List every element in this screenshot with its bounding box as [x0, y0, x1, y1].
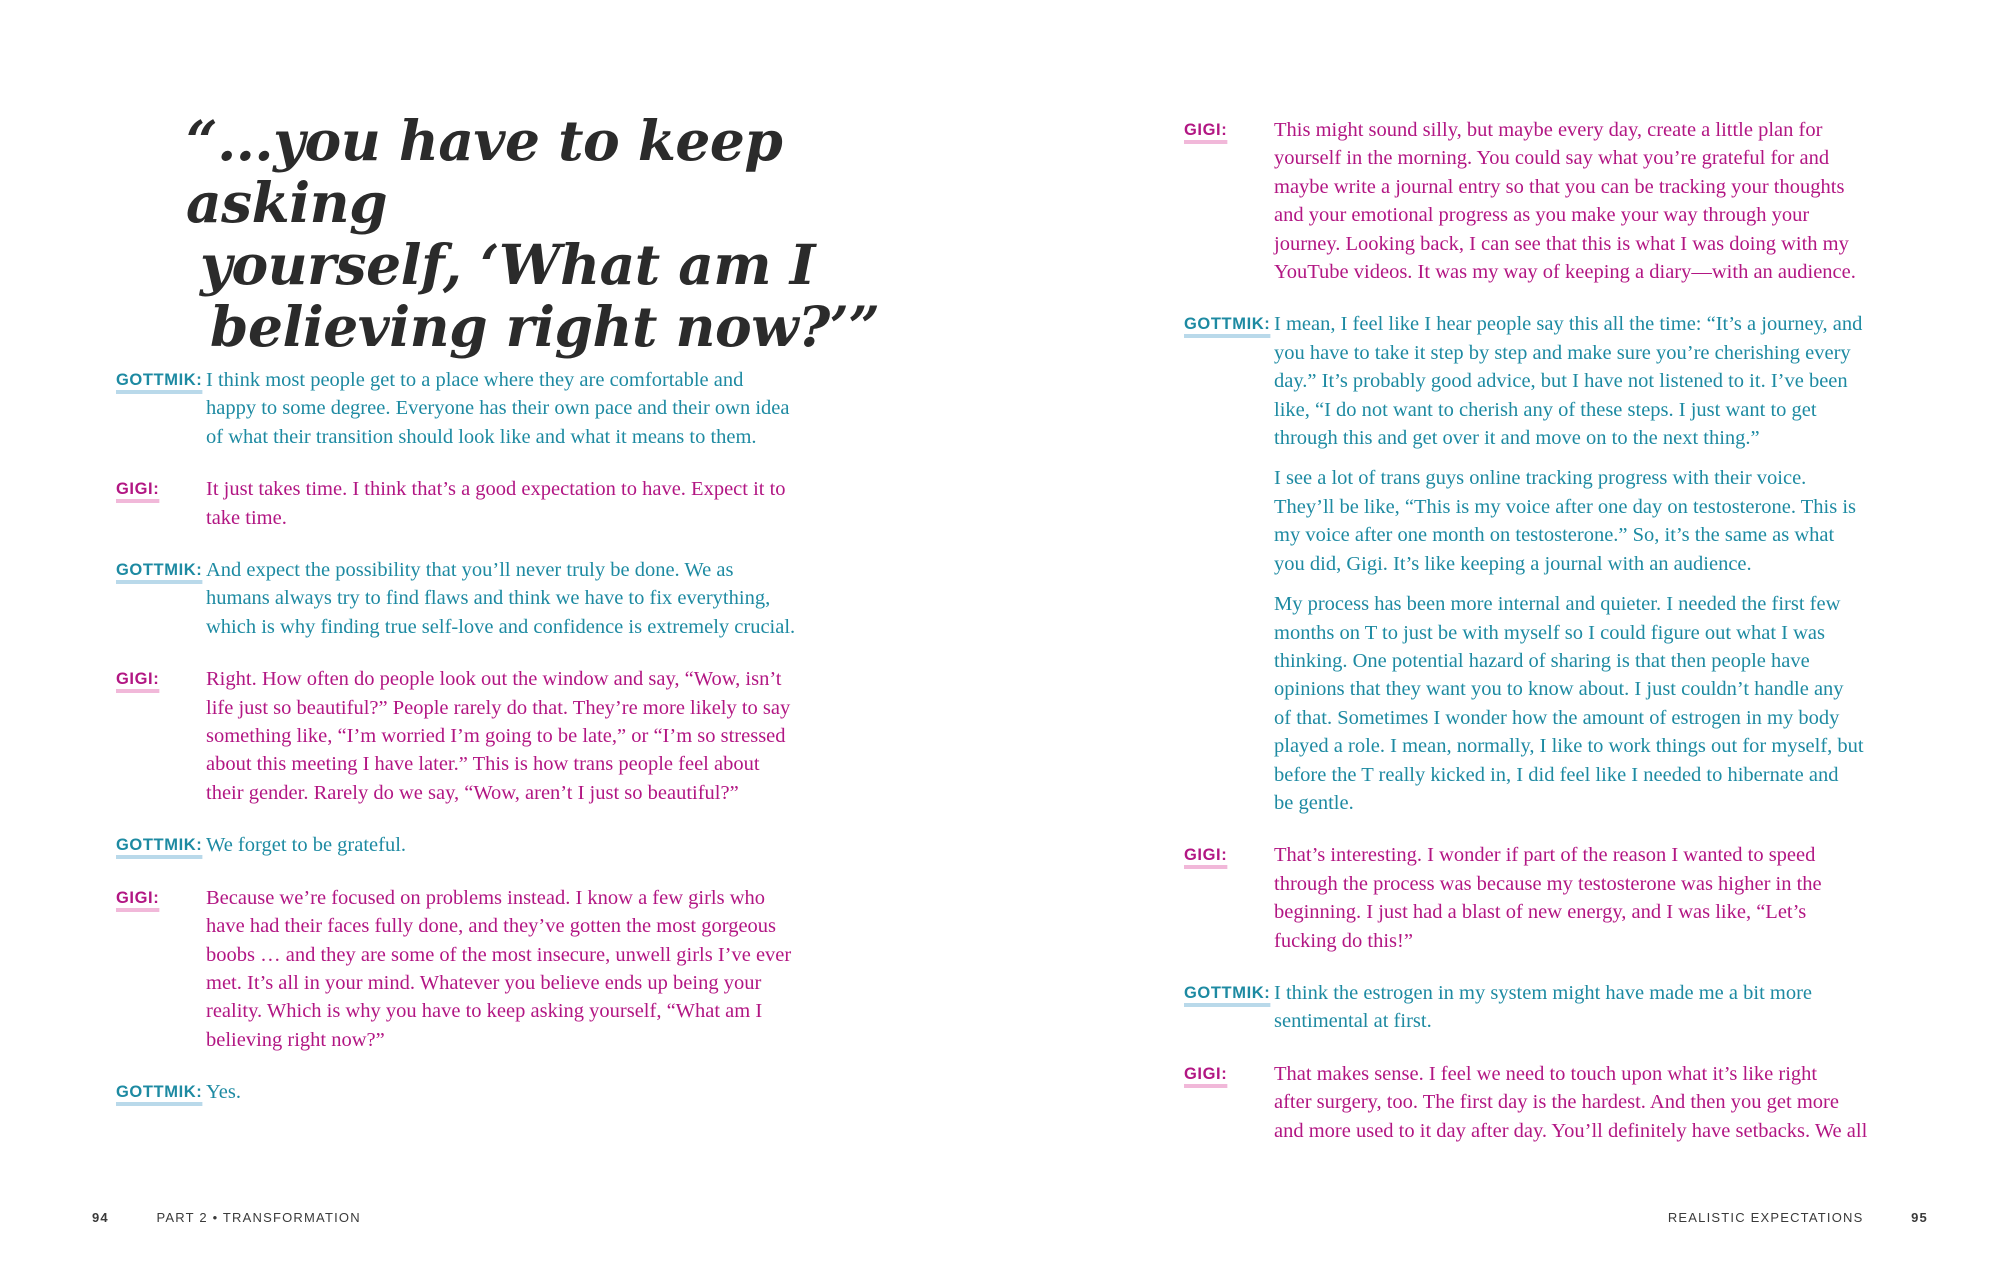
- text-line: life just so beautiful?” People rarely do that. They’re more likely to say: [206, 696, 791, 719]
- dialogue-entry: [1184, 1060, 1924, 1145]
- dialogue-paragraph: [206, 475, 856, 532]
- dialogue-text: [206, 831, 856, 859]
- text-line: fucking do this!”: [1274, 929, 1413, 952]
- text-line: about this meeting I have later.” This is how trans people feel about: [206, 753, 760, 776]
- text-line: like, “I do not want to cherish any of these steps. I just want to get: [1274, 398, 1817, 421]
- dialogue-paragraph: [1274, 979, 1924, 1036]
- speaker-label: GOTTMIK:: [1184, 315, 1271, 334]
- dialogue-paragraph: [206, 831, 856, 859]
- running-head: REALISTIC EXPECTATIONS: [1667, 1210, 1864, 1225]
- left-footer: [92, 1210, 361, 1225]
- text-line: journey. Looking back, I can see that this is what I was doing with my: [1274, 232, 1849, 255]
- speaker-label: GOTTMIK:: [116, 561, 203, 580]
- text-line: thinking. One potential hazard of sharing is that then people have: [1274, 649, 1810, 672]
- running-head: PART 2 • TRANSFORMATION: [156, 1210, 361, 1225]
- text-line: We forget to be grateful.: [206, 834, 407, 857]
- text-line: through the process was because my testosterone was higher in the: [1274, 872, 1822, 895]
- dialogue-paragraph: [206, 366, 856, 451]
- text-line: yourself in the morning. You could say what you’re grateful for and: [1274, 147, 1830, 170]
- text-line: reality. Which is why you have to keep asking yourself, “What am I: [206, 1000, 763, 1023]
- speaker-label: GIGI:: [1184, 846, 1228, 865]
- right-footer: [1668, 1210, 1928, 1225]
- dialogue-text: [1274, 116, 1924, 286]
- dialogue-text: [1274, 841, 1924, 955]
- dialogue-paragraph: [206, 556, 856, 641]
- dialogue-entry: [116, 831, 856, 859]
- text-line: Because we’re focused on problems instead. I know a few girls who: [206, 886, 766, 909]
- text-line: you did, Gigi. It’s like keeping a journal with an audience.: [1274, 552, 1752, 575]
- dialogue-text: [206, 884, 856, 1054]
- text-line: I mean, I feel like I hear people say this all the time: “It’s a journey, and: [1274, 313, 1863, 336]
- dialogue-entry: [116, 1078, 856, 1106]
- dialogue-entry: [1184, 310, 1924, 817]
- dialogue-paragraph: [1274, 590, 1924, 817]
- dialogue-text: [206, 1078, 856, 1106]
- dialogue-paragraph: [1274, 1060, 1924, 1145]
- pull-quote-line: “...you have to keep asking: [186, 108, 783, 235]
- text-line: of what their transition should look like and what it means to them.: [206, 425, 757, 448]
- text-line: This might sound silly, but maybe every day, create a little plan for: [1274, 119, 1823, 141]
- text-line: YouTube videos. It was my way of keeping a diary—with an audience.: [1274, 261, 1856, 284]
- speaker-label: GOTTMIK:: [116, 1083, 203, 1102]
- dialogue-entry: [116, 475, 856, 532]
- text-line: played a role. I mean, normally, I like to work things out for myself, but: [1274, 735, 1864, 758]
- text-line: I think the estrogen in my system might have made me a bit more: [1274, 981, 1813, 1004]
- text-line: their gender. Rarely do we say, “Wow, aren’t I just so beautiful?”: [206, 781, 739, 804]
- text-line: And expect the possibility that you’ll never truly be done. We as: [206, 559, 734, 582]
- dialogue-text: [1274, 979, 1924, 1036]
- dialogue-paragraph: [1274, 841, 1924, 955]
- text-line: It just takes time. I think that’s a good expectation to have. Expect it to: [206, 478, 786, 501]
- text-line: sentimental at first.: [1274, 1010, 1432, 1033]
- text-line: believing right now?”: [206, 1028, 385, 1051]
- text-line: be gentle.: [1274, 791, 1354, 814]
- speaker-label: GIGI:: [1184, 1064, 1228, 1083]
- text-line: maybe write a journal entry so that you can be tracking your thoughts: [1274, 175, 1845, 198]
- dialogue-entry: [1184, 841, 1924, 955]
- text-line: take time.: [206, 506, 287, 529]
- speaker-label: GOTTMIK:: [116, 371, 203, 389]
- left-dialogue: [116, 366, 856, 1131]
- speaker-label: GIGI:: [1184, 121, 1228, 139]
- text-line: That makes sense. I feel we need to touch upon what it’s like right: [1274, 1062, 1818, 1085]
- text-line: boobs … and they are some of the most insecure, unwell girls I’ve ever: [206, 943, 792, 966]
- dialogue-text: [206, 475, 856, 532]
- text-line: humans always try to find flaws and think we have to fix everything,: [206, 587, 771, 610]
- pull-quote-line: yourself, ‘What am I: [200, 232, 816, 297]
- pull-quote: [186, 110, 886, 358]
- dialogue-paragraph: [1274, 310, 1924, 452]
- text-line: through this and get over it and move on to the next thing.”: [1274, 427, 1760, 450]
- text-line: my voice after one month on testosterone.” So, it’s the same as what: [1274, 524, 1835, 547]
- page-number: 95: [1911, 1210, 1928, 1225]
- speaker-label: GIGI:: [116, 480, 160, 499]
- text-line: That’s interesting. I wonder if part of the reason I wanted to speed: [1274, 844, 1816, 867]
- dialogue-entry: [116, 665, 856, 807]
- speaker-label: GOTTMIK:: [1184, 983, 1271, 1002]
- page-number: 94: [92, 1210, 109, 1225]
- dialogue-paragraph: [1274, 464, 1924, 578]
- dialogue-text: [206, 366, 856, 451]
- speaker-label: GIGI:: [116, 670, 160, 689]
- text-line: Yes.: [206, 1081, 241, 1104]
- pull-quote-line: believing right now?’”: [210, 294, 880, 359]
- text-line: beginning. I just had a blast of new energy, and I was like, “Let’s: [1274, 901, 1807, 924]
- dialogue-entry: [116, 556, 856, 641]
- text-line: met. It’s all in your mind. Whatever you believe ends up being your: [206, 971, 762, 994]
- dialogue-text: [1274, 310, 1924, 817]
- text-line: I see a lot of trans guys online tracking progress with their voice.: [1274, 467, 1807, 490]
- text-line: something like, “I’m worried I’m going to be late,” or “I’m so stressed: [206, 725, 786, 748]
- text-line: happy to some degree. Everyone has their own pace and their own idea: [206, 397, 790, 420]
- dialogue-paragraph: [206, 665, 856, 807]
- text-line: day.” It’s probably good advice, but I have not listened to it. I’ve been: [1274, 370, 1848, 393]
- right-dialogue: [1184, 116, 1924, 1169]
- text-line: Right. How often do people look out the window and say, “Wow, isn’t: [206, 668, 782, 691]
- dialogue-text: [206, 556, 856, 641]
- text-line: have had their faces fully done, and they’ve gotten the most gorgeous: [206, 915, 777, 938]
- text-line: I think most people get to a place where they are comfortable and: [206, 369, 744, 391]
- text-line: opinions that they want you to know about. I just couldn’t handle any: [1274, 678, 1844, 701]
- text-line: you have to take it step by step and make sure you’re cherishing every: [1274, 341, 1851, 364]
- speaker-label: GOTTMIK:: [116, 836, 203, 855]
- dialogue-text: [206, 665, 856, 807]
- speaker-label: GIGI:: [116, 888, 160, 907]
- text-line: before the T really kicked in, I did feel like I needed to hibernate and: [1274, 763, 1839, 786]
- text-line: My process has been more internal and quieter. I needed the first few: [1274, 593, 1841, 616]
- text-line: and more used to it day after day. You’ll definitely have setbacks. We all: [1274, 1119, 1868, 1142]
- dialogue-entry: [116, 884, 856, 1054]
- text-line: and your emotional progress as you make your way through your: [1274, 204, 1810, 227]
- right-page: [1000, 0, 2000, 1276]
- text-line: months on T to just be with myself so I could figure out what I was: [1274, 621, 1825, 644]
- dialogue-entry: [116, 366, 856, 451]
- dialogue-entry: [1184, 116, 1924, 286]
- text-line: after surgery, too. The first day is the hardest. And then you get more: [1274, 1091, 1839, 1114]
- dialogue-paragraph: [1274, 116, 1924, 286]
- text-line: of that. Sometimes I wonder how the amount of estrogen in my body: [1274, 706, 1840, 729]
- dialogue-paragraph: [206, 884, 856, 1054]
- text-line: which is why finding true self-love and confidence is extremely crucial.: [206, 615, 796, 638]
- text-line: They’ll be like, “This is my voice after one day on testosterone. This is: [1274, 495, 1857, 518]
- dialogue-paragraph: [206, 1078, 856, 1106]
- dialogue-entry: [1184, 979, 1924, 1036]
- dialogue-text: [1274, 1060, 1924, 1145]
